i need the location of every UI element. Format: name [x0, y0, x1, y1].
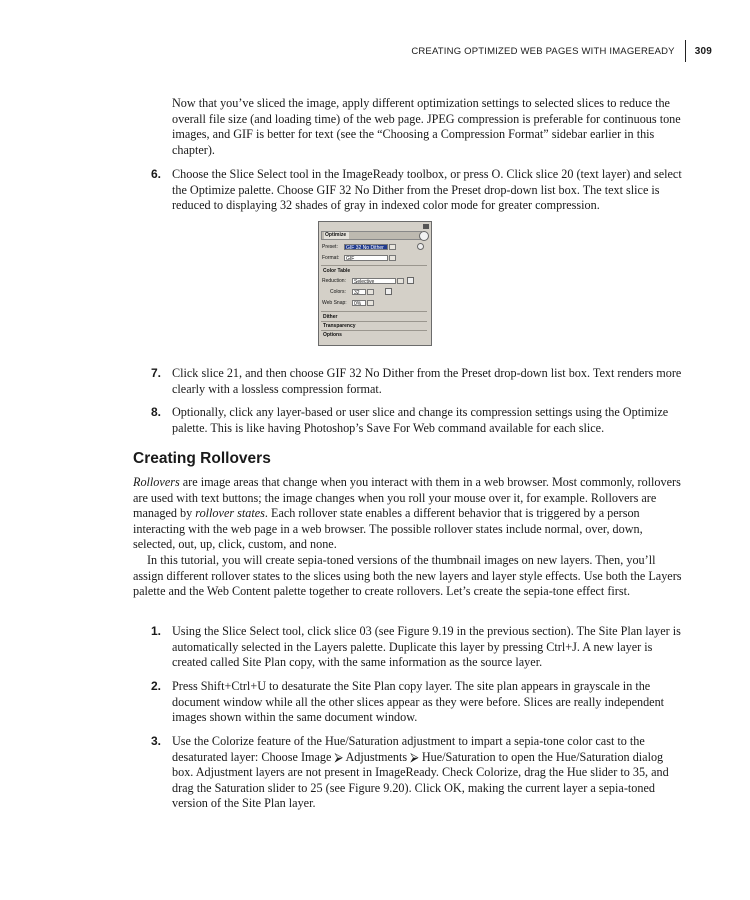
step-number: 7. — [151, 366, 162, 380]
websnap-label: Web Snap: — [322, 300, 347, 306]
step-text: Press Shift+Ctrl+U to desaturate the Site Plan copy layer. The site plan appears in grayscale in the document window while all the other slices appear as they were before. Slices are really independent images shown within the same document window. — [172, 679, 665, 725]
options-section: Options — [323, 332, 342, 338]
intro-paragraph: Now that you’ve sliced the image, apply different optimization settings to selected slices to reduce the overall file size (and loading time) of the web page. JPEG compression is preferable for continuous tone images, and GIF is better for text (see the “Choosing a Compression Format” sidebar earlier in this chapter). — [172, 96, 681, 157]
colors-dropdown: 32 — [352, 289, 366, 295]
rollovers-paragraph-2: In this tutorial, you will create sepia-toned versions of the thumbnail images on new layers. Then, you’ll assign different rollover states to the slices using both the new layers and layer style effects. Use both the Layers palette and the Web Content palette together to create rollovers. Let’s create the sepia-tone effect first. — [133, 553, 682, 599]
step-text: Using the Slice Select tool, click slice 03 (see Figure 9.19 in the previous section). The Site Plan layer is automatically selected in the Layers palette. Duplicate this layer by pressing Ctrl+J. A new layer is created called Site Plan copy, with the same information as the source layer. — [172, 624, 681, 670]
divider — [321, 311, 427, 312]
step-number: 3. — [151, 734, 162, 748]
palette-tabbar — [321, 231, 422, 240]
chevron-down-icon — [389, 255, 396, 261]
term-rollovers: Rollovers — [133, 475, 180, 489]
chevron-down-icon — [389, 244, 396, 250]
reduction-label: Reduction: — [322, 278, 346, 284]
section-heading: Creating Rollovers — [133, 450, 271, 467]
color-reduction-icon — [407, 277, 414, 284]
step-number: 8. — [151, 405, 162, 419]
transparency-section: Transparency — [323, 323, 356, 329]
optimize-palette-figure — [318, 221, 432, 346]
chevron-down-icon — [367, 289, 374, 295]
chevron-down-icon — [397, 278, 404, 284]
palette-menu-icon — [419, 231, 429, 241]
step-number: 2. — [151, 679, 162, 693]
rollovers-paragraph-1 — [133, 475, 685, 553]
step-text: Optionally, click any layer-based or user slice and change its compression settings using the Optimize palette. This is like having Photoshop’s Save For Web command available for each slice. — [172, 405, 669, 435]
step-number: 1. — [151, 624, 162, 638]
preset-dropdown: GIF 32 No Dither — [344, 244, 388, 250]
tab-optimize: Optimize — [324, 232, 349, 239]
format-label: Format: — [322, 255, 340, 261]
paragraph-text: . Each rollover state enables a different behavior that is triggered by a person interacting with the web page in a web browser. The possible rollover states include normal, over, down, selected, out, up, click, custom, and none. — [133, 506, 643, 552]
running-header — [411, 40, 712, 62]
dither-section: Dither — [323, 314, 338, 320]
colors-label: Colors: — [330, 289, 346, 295]
running-header-title: CREATING OPTIMIZED WEB PAGES WITH IMAGEREADY — [411, 45, 675, 57]
format-dropdown: GIF — [344, 255, 388, 261]
divider — [321, 330, 427, 331]
color-palette-icon — [385, 288, 392, 295]
divider — [321, 321, 427, 322]
websnap-dropdown: 0% — [352, 300, 366, 306]
step-number: 6. — [151, 167, 162, 181]
preset-label: Preset: — [322, 244, 338, 250]
color-table-section: Color Table — [323, 268, 351, 274]
page-number: 309 — [694, 45, 712, 57]
divider — [321, 265, 427, 266]
term-rollover-states: rollover states — [195, 506, 265, 521]
optimize-to-filesize-icon — [417, 243, 424, 250]
close-icon — [423, 224, 429, 229]
reduction-dropdown: Selective — [352, 278, 396, 284]
step-text: Use the Colorize feature of the Hue/Saturation adjustment to impart a sepia-tone color cast to the desaturated layer: Choose Image ⮚ Adjustments ⮚ Hue/Saturation to open the Hue/Saturation dialog box. Adjustment layers are not present in ImageReady. Check Colorize, drag the Hue slider to 35, and drag the Saturation slider to 25 (see Figure 9.20). Click OK, making the current layer a sepia-toned version of the Site Plan layer. — [172, 734, 669, 811]
paragraph-text: are image areas that change when you interact with them in a web browser. Most commonly, rollovers are used with text buttons; the image changes when you roll your mouse over it, for example. Rollovers are managed by — [133, 475, 681, 521]
chevron-down-icon — [367, 300, 374, 306]
step-text: Choose the Slice Select tool in the ImageReady toolbox, or press O. Click slice 20 (text layer) and select the Optimize palette. Choose GIF 32 No Dither from the Preset drop-down list box. The text slice is reduced to displaying 32 shades of gray in indexed color mode for greater compression. — [172, 167, 682, 213]
step-text: Click slice 21, and then choose GIF 32 No Dither from the Preset drop-down list box. Text renders more clearly with a lossless compression format. — [172, 366, 682, 396]
